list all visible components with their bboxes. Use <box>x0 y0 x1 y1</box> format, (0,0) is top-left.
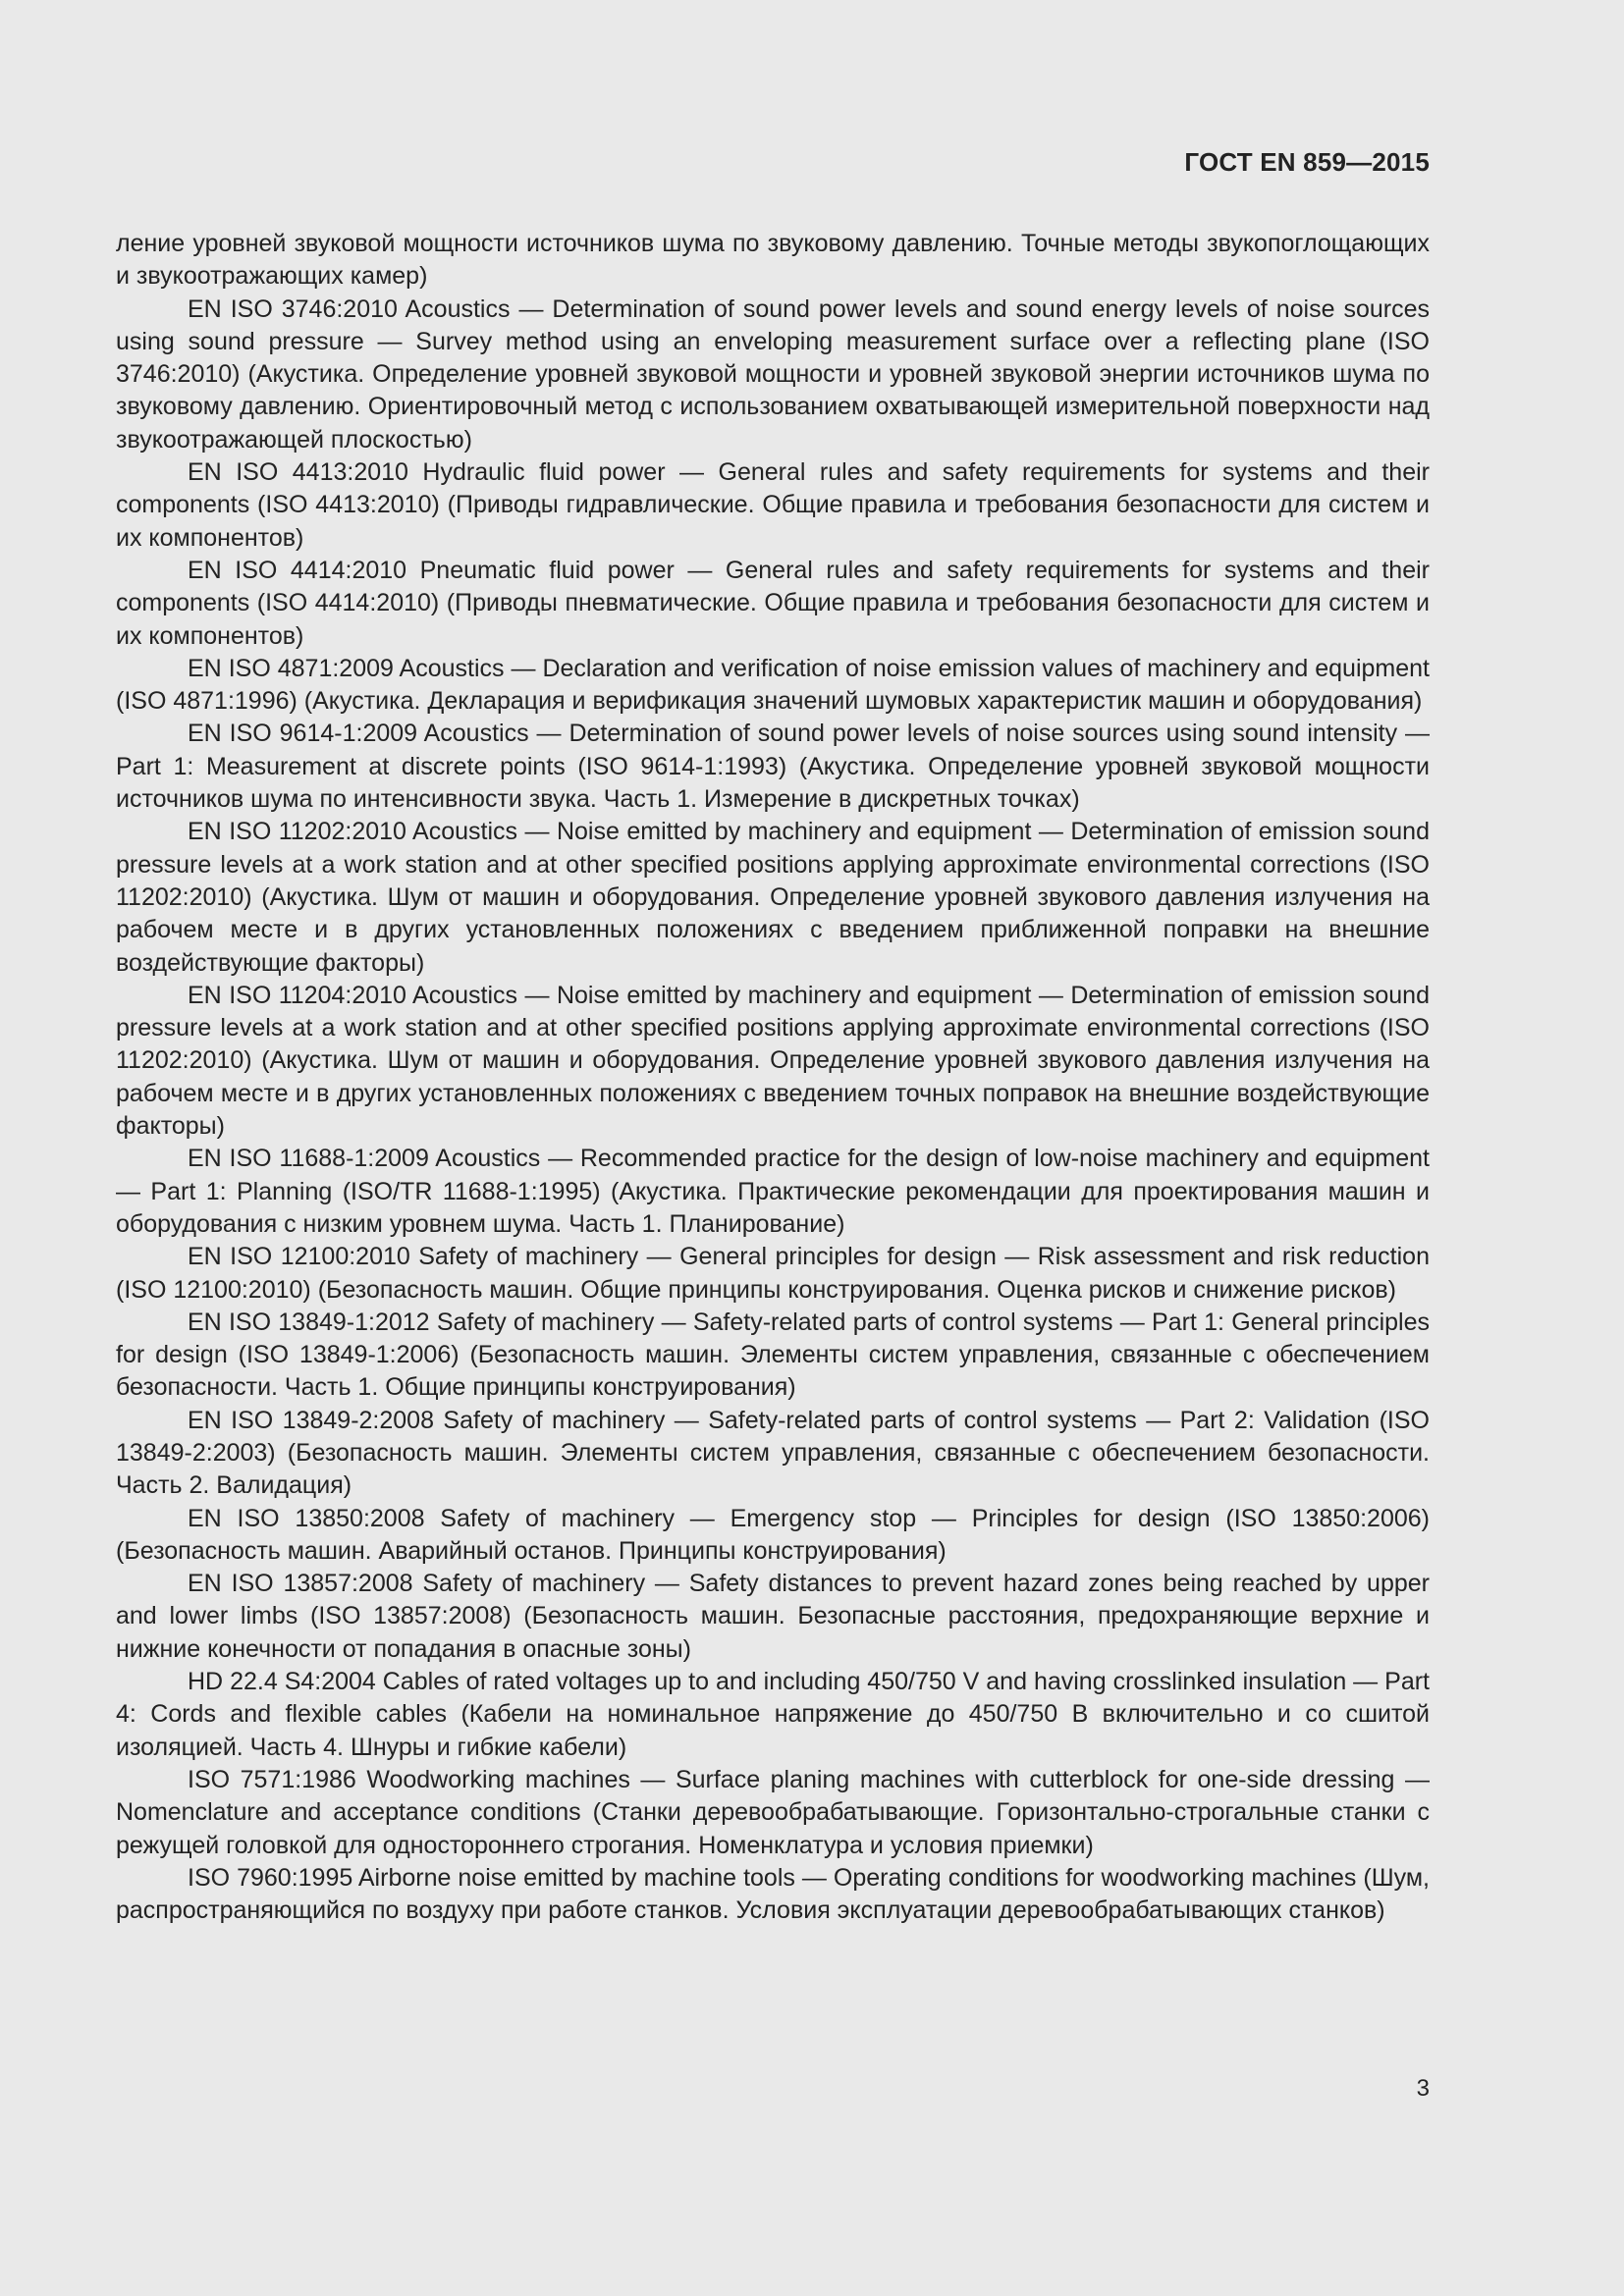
reference-entry: ISO 7571:1986 Woodworking machines — Surface planing machines with cutterblock for one-side dressing — Nomenclature and acceptance conditions (Станки деревообрабатывающие. Горизонтально-строгальные станки с режущей головкой для одностороннего строгания. Номенклатура и условия приемки) <box>116 1765 1430 1859</box>
continued-paragraph: ление уровней звуковой мощности источников шума по звуковому давлению. Точные методы звукопоглощающих и звукоотражающих камер) <box>116 230 1430 291</box>
reference-entry: EN ISO 4413:2010 Hydraulic fluid power — General rules and safety requirements for systems and their components (ISO 4413:2010) (Приводы гидравлические. Общие правила и требования безопасности для систем и их компонентов) <box>116 458 1430 552</box>
reference-entry: EN ISO 11204:2010 Acoustics — Noise emitted by machinery and equipment — Determination of emission sound pressure levels at a work station and at other specified positions applying approximate environmental corrections (ISO 11202:2010) (Акустика. Шум от машин и оборудования. Определение уровней звукового давления излучения на рабочем месте и в других установленных положениях с введением точных поправок на внешние воздействующие факторы) <box>116 981 1430 1141</box>
reference-entry: EN ISO 3746:2010 Acoustics — Determination of sound power levels and sound energy levels of noise sources using sound pressure — Survey method using an enveloping measurement surface over a reflecting plane (ISO 3746:2010) (Акустика. Определение уровней звуковой мощности и уровней звуковой энергии источников шума по звуковому давлению. Ориентировочный метод с использованием охватывающей измерительной поверхности над звукоотражающей плоскостью) <box>116 294 1430 454</box>
reference-entry: EN ISO 13857:2008 Safety of machinery — Safety distances to prevent hazard zones being reached by upper and lower limbs (ISO 13857:2008) (Безопасность машин. Безопасные расстояния, предохраняющие верхние и нижние конечности от попадания в опасные зоны) <box>116 1570 1430 1663</box>
reference-entry: EN ISO 4414:2010 Pneumatic fluid power — General rules and safety requirements for systems and their components (ISO 4414:2010) (Приводы пневматические. Общие правила и требования безопасности для систем и их компонентов) <box>116 556 1430 650</box>
reference-entry: EN ISO 12100:2010 Safety of machinery — General principles for design — Risk assessment and risk reduction (ISO 12100:2010) (Безопасность машин. Общие принципы конструирования. Оценка рисков и снижение рисков) <box>116 1243 1430 1304</box>
reference-entry: EN ISO 13850:2008 Safety of machinery — Emergency stop — Principles for design (ISO 13850:2006) (Безопасность машин. Аварийный останов. Принципы конструирования) <box>116 1504 1430 1565</box>
page-number: 3 <box>1416 2075 1430 2102</box>
reference-entry: EN ISO 13849-2:2008 Safety of machinery — Safety-related parts of control systems — Part 2: Validation (ISO 13849-2:2003) (Безопасность машин. Элементы систем управления, связанные с обеспечением безопасности. Часть 2. Валидация) <box>116 1406 1430 1500</box>
reference-entry: EN ISO 13849-1:2012 Safety of machinery — Safety-related parts of control systems — Part 1: General principles for design (ISO 13849-1:2006) (Безопасность машин. Элементы систем управления, связанные с обеспечением безопасности. Часть 1. Общие принципы конструирования) <box>116 1308 1430 1402</box>
reference-entry: EN ISO 9614-1:2009 Acoustics — Determination of sound power levels of noise sources using sound intensity — Part 1: Measurement at discrete points (ISO 9614-1:1993) (Акустика. Определение уровней звуковой мощности источников шума по интенсивности звука. Часть 1. Измерение в дискретных точках) <box>116 720 1430 814</box>
reference-entry: EN ISO 11688-1:2009 Acoustics — Recommended practice for the design of low-noise machinery and equipment — Part 1: Planning (ISO/TR 11688-1:1995) (Акустика. Практические рекомендации для проектирования машин и оборудования с низким уровнем шума. Часть 1. Планирование) <box>116 1145 1430 1238</box>
reference-entry: EN ISO 11202:2010 Acoustics — Noise emitted by machinery and equipment — Determination of emission sound pressure levels at a work station and at other specified positions applying approximate environmental corrections (ISO 11202:2010) (Акустика. Шум от машин и оборудования. Определение уровней звукового давления излучения на рабочем месте и в других установленных положениях с введением приближенной поправки на внешние воздействующие факторы) <box>116 818 1430 977</box>
reference-entry: EN ISO 4871:2009 Acoustics — Declaration and verification of noise emission values of machinery and equipment (ISO 4871:1996) (Акустика. Декларация и верификация значений шумовых характеристик машин и оборудования) <box>116 654 1430 716</box>
document-code-header: ГОСТ EN 859—2015 <box>1184 147 1430 177</box>
references-text <box>116 228 1430 1927</box>
reference-entry: HD 22.4 S4:2004 Cables of rated voltages up to and including 450/750 V and having crosslinked insulation — Part 4: Cords and flexible cables (Кабели на номинальное напряжение до 450/750 В включительно и со сшитой изоляцией. Часть 4. Шнуры и гибкие кабели) <box>116 1668 1430 1761</box>
reference-entry: ISO 7960:1995 Airborne noise emitted by machine tools — Operating conditions for woodworking machines (Шум, распространяющийся по воздуху при работе станков. Условия эксплуатации деревообрабатывающих станков) <box>116 1863 1430 1925</box>
